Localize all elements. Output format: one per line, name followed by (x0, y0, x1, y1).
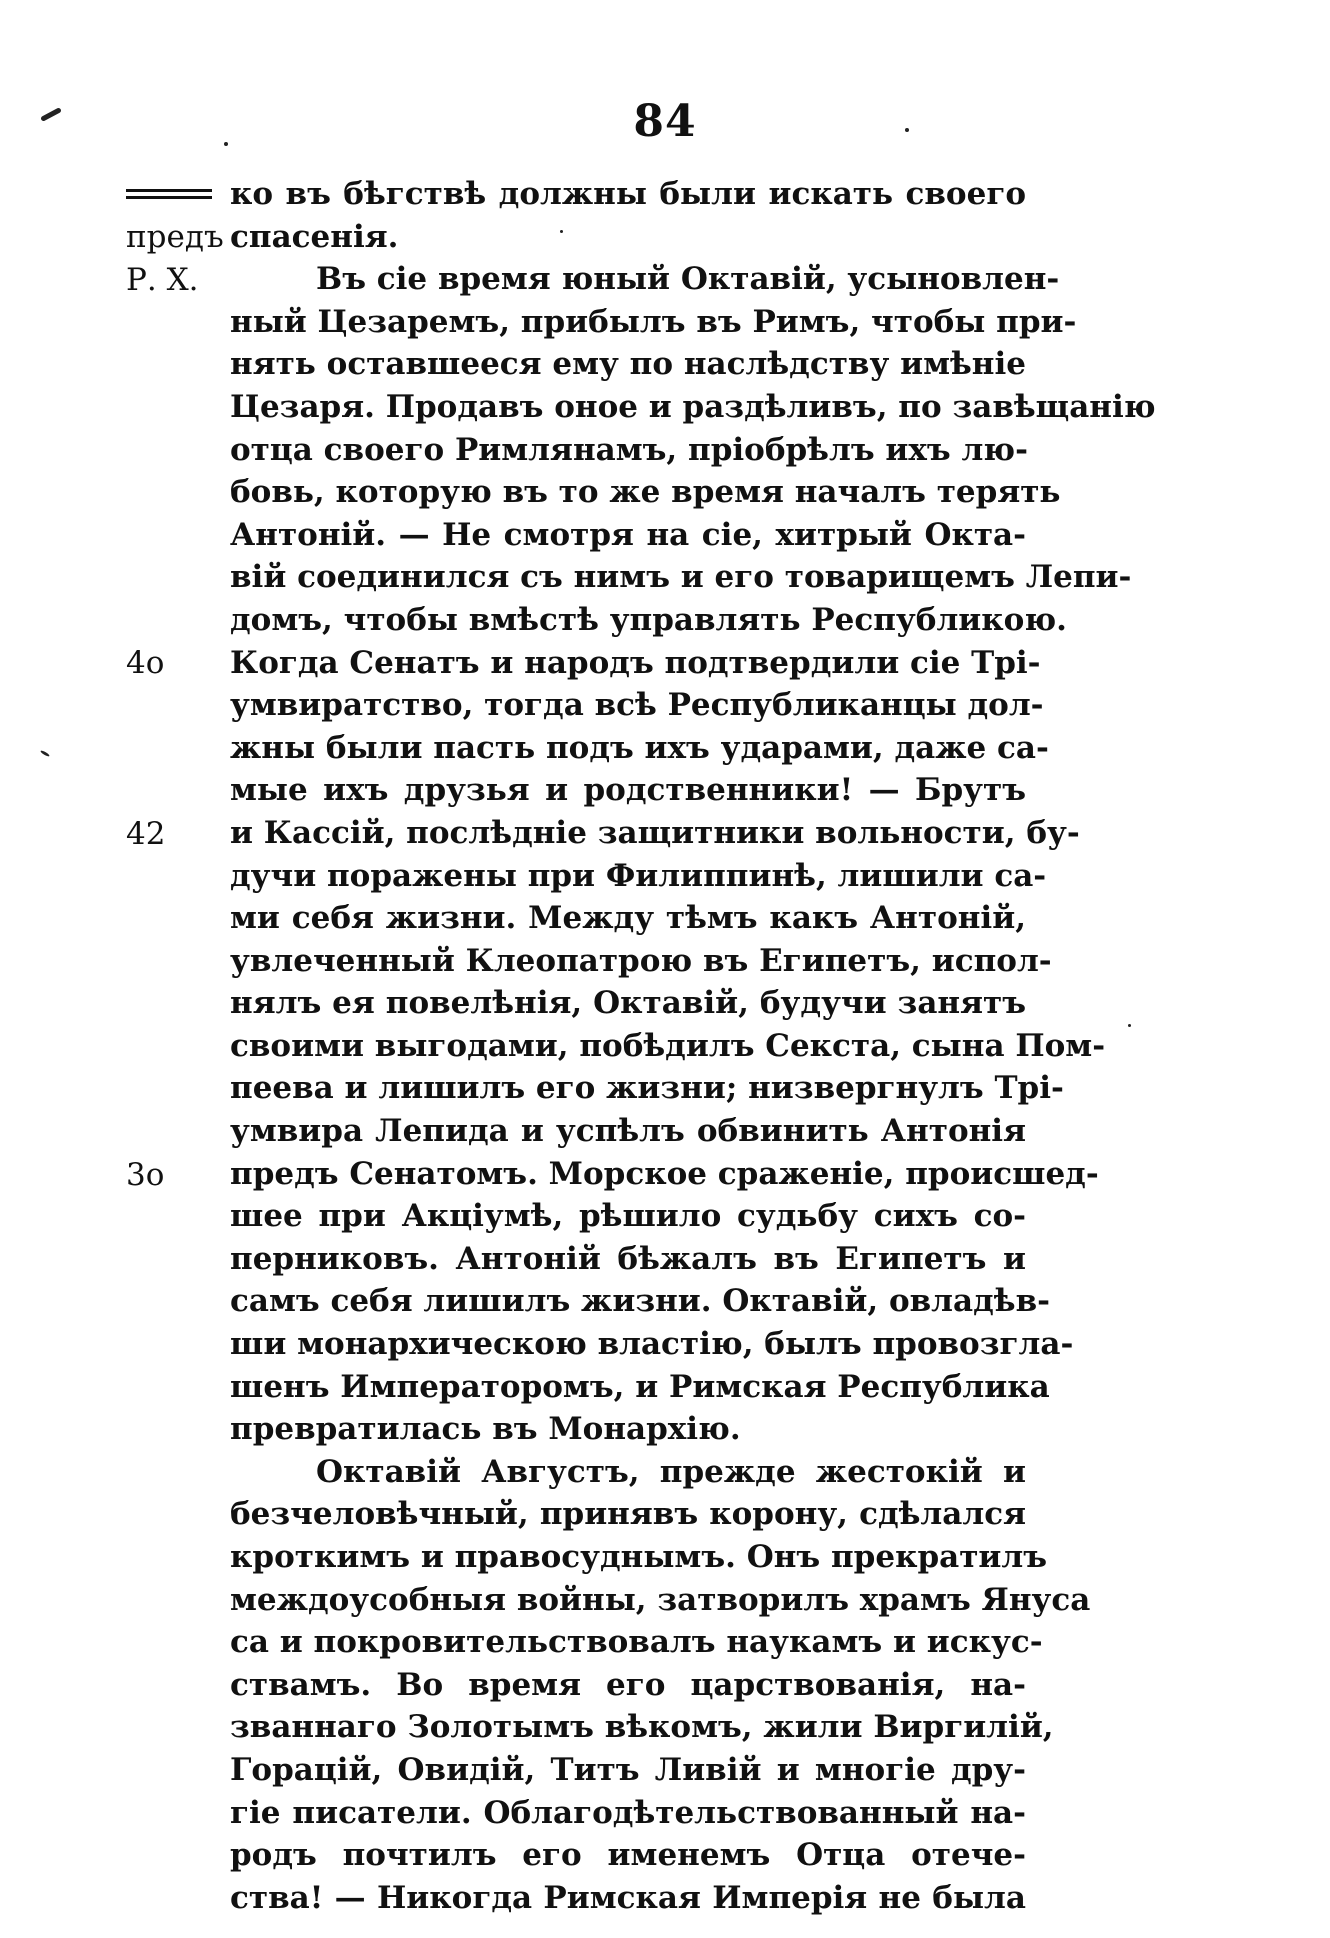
text-line: умвиратство, тогда всѣ Республиканцы дол- (230, 687, 1044, 724)
page-number: 84 (633, 96, 697, 147)
ink-speck (1128, 1024, 1131, 1027)
text-line: дучи поражены при Филиппинѣ, лишили са- (230, 857, 1047, 894)
text-line: званнаго Золотымъ вѣкомъ, жили Виргилій, (230, 1709, 1054, 1746)
text-line: са и покровительствовалъ наукамъ и искус- (230, 1624, 1043, 1661)
text-line: Горацій, Овидій, Титъ Ливій и многіе дру- (230, 1751, 1026, 1788)
text-line: ши монархическою властію, былъ провозгла- (230, 1326, 1074, 1363)
text-line: отца своего Римлянамъ, пріобрѣлъ ихъ лю- (230, 431, 1028, 468)
text-line: родъ почтилъ его именемъ Отца отече- (230, 1837, 1026, 1874)
text-line: спасенія. (230, 218, 399, 255)
double-rule-mark (126, 189, 212, 199)
text-line: самъ себя лишилъ жизни. Октавій, овладѣв- (230, 1283, 1050, 1320)
text-line: ми себя жизни. Между тѣмъ какъ Антоній, (230, 900, 1026, 937)
text-line: кроткимъ и правосуднымъ. Онъ прекратилъ (230, 1539, 1048, 1575)
text-line: Октавій Августъ, прежде жестокій и (316, 1453, 1026, 1490)
text-line: гіе писатели. Облагодѣтельствованный на- (230, 1794, 1026, 1831)
text-line: и Кассій, послѣдніе защитники вольности, бу- (230, 814, 1080, 851)
text-line: пеева и лишилъ его жизни; низвергнулъ Трі- (230, 1070, 1064, 1107)
margin-year-42: 42 (126, 816, 166, 852)
text-line: домъ, чтобы вмѣстѣ управлять Республикою. (230, 601, 1067, 638)
text-line: Когда Сенатъ и народъ подтвердили сіе Трі- (230, 644, 1041, 681)
text-line: ства! — Никогда Римская Имперія не была (230, 1879, 1026, 1916)
text-line: нялъ ея повелѣнія, Октавій, будучи занятъ (230, 985, 1026, 1022)
text-line: междоусобныя войны, затворилъ храмъ Януса (230, 1581, 1091, 1618)
text-line: жны были пасть подъ ихъ ударами, даже са- (230, 729, 1049, 766)
margin-year-40: 4о (126, 645, 165, 681)
ink-speck (224, 142, 228, 146)
margin-year-30: 3о (126, 1157, 165, 1193)
text-line: Антоній. — Не смотря на сіе, хитрый Окта- (230, 516, 1026, 553)
text-line: Цезаря. Продавъ оное и раздѣливъ, по завѣщанію (230, 388, 1156, 425)
text-line: бовь, которую въ то же время началъ терять (230, 474, 1061, 511)
text-line: шее при Акціумѣ, рѣшило судьбу сихъ со- (230, 1198, 1026, 1235)
ink-speck (560, 230, 563, 233)
text-line: шенъ Императоромъ, и Римская Республика (230, 1368, 1050, 1405)
text-line: умвира Лепида и успѣлъ обвинить Антонія (230, 1113, 1026, 1150)
text-line: ный Цезаремъ, прибылъ въ Римъ, чтобы при- (230, 303, 1077, 340)
margin-year-label: Р. Х. (126, 262, 199, 298)
ink-speck (905, 128, 909, 132)
text-line: Въ сіе время юный Октавій, усыновлен- (316, 261, 1060, 298)
text-line: увлеченный Клеопатрою въ Египетъ, испол- (230, 942, 1052, 979)
text-line: мые ихъ друзья и родственники! — Брутъ (230, 772, 1026, 809)
text-line: нять оставшееся ему по наслѣдству имѣніе (230, 346, 1026, 383)
text-line: ствамъ. Во время его царствованія, на- (230, 1666, 1026, 1703)
text-line: перниковъ. Антоній бѣжалъ въ Египетъ и (230, 1240, 1026, 1277)
text-line: безчеловѣчный, принявъ корону, сдѣлался (230, 1496, 1026, 1533)
text-line: превратилась въ Монархію. (230, 1411, 741, 1448)
text-line: своими выгодами, побѣдилъ Секста, сына Пом- (230, 1027, 1106, 1064)
ink-mark (40, 750, 50, 758)
text-line: вій соединился съ нимъ и его товарищемъ Лепи- (230, 559, 1132, 596)
margin-cont-label: предъ (126, 219, 224, 255)
main-text (230, 173, 1156, 1919)
text-line: ко въ бѣгствѣ должны были искать своего (230, 176, 1026, 212)
text-line: предъ Сенатомъ. Морское сраженіе, происшед- (230, 1155, 1099, 1192)
